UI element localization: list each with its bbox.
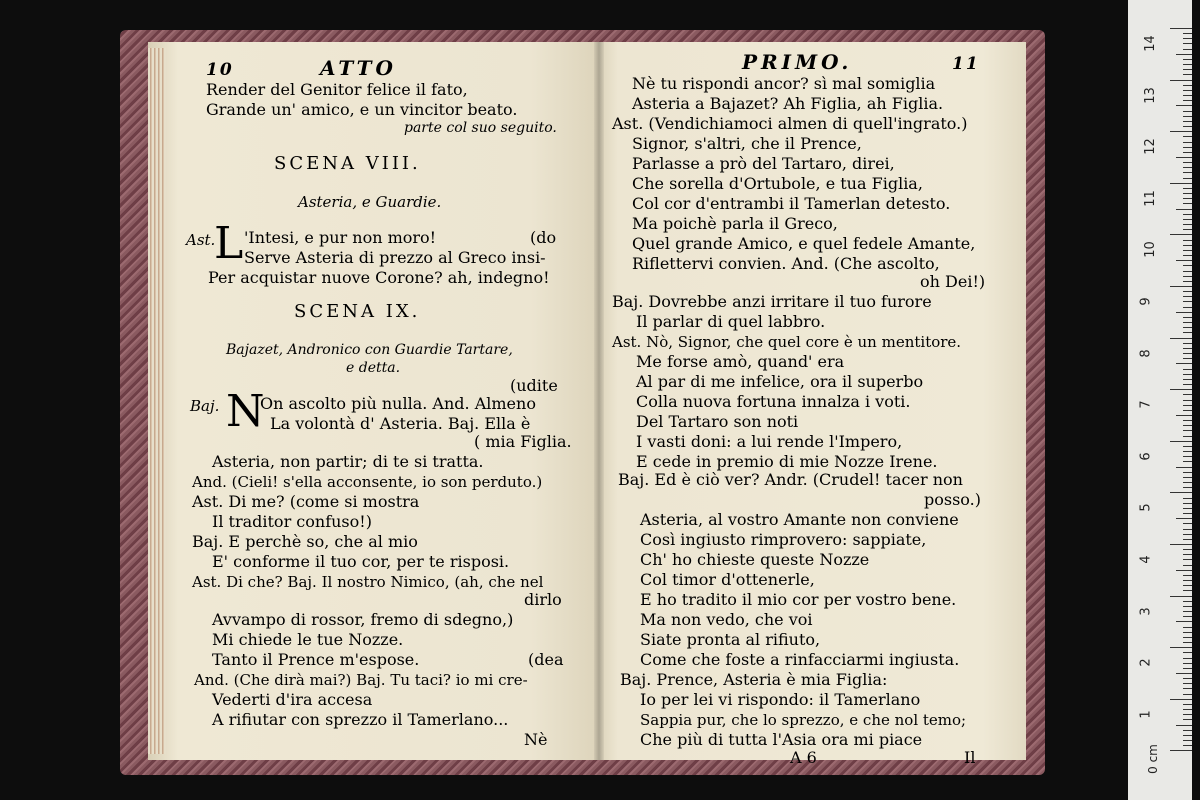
- ruler-tick: [1176, 260, 1192, 261]
- ruler-tick: [1183, 281, 1192, 282]
- ruler-tick: [1176, 105, 1192, 106]
- ruler-tick: [1183, 193, 1192, 194]
- ruler-tick: [1183, 627, 1192, 628]
- text-line: Tanto il Prence m'espose.: [212, 650, 420, 669]
- ruler-tick: [1176, 673, 1192, 674]
- ruler-tick: [1183, 719, 1192, 720]
- text-line: Che sorella d'Ortubole, e tua Figlia,: [632, 174, 923, 193]
- ruler-tick: [1183, 291, 1192, 292]
- ruler-tick: [1183, 477, 1192, 478]
- text-line: And. (Cieli! s'ella acconsente, io son perduto.): [192, 473, 543, 491]
- text-line: oh Dei!): [920, 272, 986, 291]
- text-line: Asteria a Bajazet? Ah Figlia, ah Figlia.: [632, 94, 944, 113]
- stage-direction: parte col suo seguito.: [404, 120, 557, 136]
- ruler-tick: [1183, 668, 1192, 669]
- ruler-tick: [1183, 430, 1192, 431]
- ruler-tick: [1183, 59, 1192, 60]
- text-line: Così ingiusto rimprovero: sappiate,: [640, 530, 927, 549]
- ruler-tick: [1183, 136, 1192, 137]
- ruler-tick: [1183, 498, 1192, 499]
- ruler-tick: [1183, 374, 1192, 375]
- ruler-tick: [1183, 487, 1192, 488]
- ruler-tick: [1183, 265, 1192, 266]
- text-line: Mi chiede le tue Nozze.: [212, 630, 404, 649]
- ruler-tick: [1183, 167, 1192, 168]
- ruler-tick: [1183, 425, 1192, 426]
- text-line: Signor, s'altri, che il Prence,: [632, 134, 862, 153]
- ruler-tick: [1170, 596, 1192, 597]
- text-line: Ma non vedo, che voi: [640, 610, 813, 629]
- scene-heading: SCENA IX.: [294, 301, 421, 322]
- ruler-tick: [1170, 80, 1192, 81]
- ruler-tick: [1183, 513, 1192, 514]
- ruler-tick: [1183, 539, 1192, 540]
- measurement-ruler: [1128, 0, 1192, 800]
- ruler-tick: [1183, 343, 1192, 344]
- ruler-tick: [1183, 358, 1192, 359]
- ruler-tick: [1176, 725, 1192, 726]
- ruler-number: 1: [1138, 710, 1154, 719]
- scene-heading: SCENA VIII.: [274, 153, 421, 174]
- ruler-tick: [1183, 735, 1192, 736]
- page-number: 11: [952, 54, 980, 74]
- ruler-tick: [1183, 709, 1192, 710]
- ruler-tick: [1183, 224, 1192, 225]
- ruler-number: 2: [1138, 658, 1154, 667]
- text-line: Serve Asteria di prezzo al Greco insi-: [244, 248, 546, 267]
- ruler-tick: [1183, 652, 1192, 653]
- ruler-tick: [1176, 467, 1192, 468]
- ruler-tick: [1170, 492, 1192, 493]
- ruler-number: 9: [1138, 297, 1154, 306]
- ruler-tick: [1183, 147, 1192, 148]
- text-line: Come che foste a rinfacciarmi ingiusta.: [640, 650, 960, 669]
- text-line: Siate pronta al rifiuto,: [640, 630, 821, 649]
- ruler-tick: [1183, 410, 1192, 411]
- signature-mark: A 6: [790, 748, 817, 767]
- ruler-number: 14: [1142, 35, 1158, 52]
- ruler-tick: [1183, 611, 1192, 612]
- ruler-tick: [1183, 317, 1192, 318]
- drop-cap: L: [214, 218, 244, 269]
- ruler-tick: [1176, 570, 1192, 571]
- ruler-tick: [1183, 111, 1192, 112]
- ruler-tick: [1183, 565, 1192, 566]
- ruler-tick: [1176, 621, 1192, 622]
- ruler-tick: [1183, 694, 1192, 695]
- ruler-tick: [1183, 394, 1192, 395]
- ruler-tick: [1183, 301, 1192, 302]
- ruler-tick: [1170, 441, 1192, 442]
- ruler-tick: [1183, 688, 1192, 689]
- ruler-tick: [1183, 637, 1192, 638]
- text-line: dirlo: [524, 590, 562, 609]
- ruler-number: 10: [1142, 241, 1158, 259]
- text-line: (dea: [528, 650, 564, 669]
- speaker: Ast.: [186, 231, 216, 249]
- text-line: La volontà d' Asteria. Baj. Ella è: [270, 414, 531, 433]
- text-line: Del Tartaro son noti: [636, 412, 799, 431]
- ruler-tick: [1183, 379, 1192, 380]
- ruler-tick: [1183, 451, 1192, 452]
- page-number: 10: [206, 60, 234, 80]
- text-line: E' conforme il tuo cor, per te risposi.: [212, 552, 510, 571]
- ruler-tick: [1183, 214, 1192, 215]
- text-line: E cede in premio di mie Nozze Irene.: [636, 452, 938, 471]
- ruler-tick: [1183, 198, 1192, 199]
- ruler-tick: [1183, 580, 1192, 581]
- text-line: Col cor d'entrambi il Tamerlan detesto.: [632, 194, 951, 213]
- text-line: Al par di me infelice, ora il superbo: [636, 372, 924, 391]
- ruler-tick: [1170, 286, 1192, 287]
- text-line: ( mia Figlia.: [474, 432, 572, 451]
- ruler-tick: [1183, 745, 1192, 746]
- text-line: Me forse amò, quand' era: [636, 352, 845, 371]
- ruler-tick: [1183, 188, 1192, 189]
- ruler-tick: [1183, 69, 1192, 70]
- ruler-tick: [1183, 353, 1192, 354]
- ruler-tick: [1183, 95, 1192, 96]
- ruler-tick: [1183, 276, 1192, 277]
- text-line: 'Intesi, e pur non moro!: [244, 228, 437, 247]
- text-line: Render del Genitor felice il fato,: [206, 80, 468, 99]
- ruler-tick: [1183, 245, 1192, 246]
- ruler-tick: [1183, 296, 1192, 297]
- ruler-tick: [1183, 714, 1192, 715]
- ruler-tick: [1183, 642, 1192, 643]
- ruler-tick: [1176, 209, 1192, 210]
- text-line: Ast. Di me? (come si mostra: [192, 492, 420, 511]
- text-line: Asteria, al vostro Amante non conviene: [640, 510, 959, 529]
- text-line: (do: [530, 228, 557, 247]
- ruler-tick: [1183, 162, 1192, 163]
- ruler-tick: [1170, 338, 1192, 339]
- ruler-number: 4: [1138, 555, 1154, 564]
- running-head: PRIMO.: [742, 50, 853, 74]
- text-line: Ast. Nò, Signor, che quel core è un mentitore.: [612, 333, 962, 351]
- ruler-tick: [1183, 240, 1192, 241]
- ruler-tick: [1183, 730, 1192, 731]
- text-line: Col timor d'ottenerle,: [640, 570, 815, 589]
- ruler-tick: [1170, 234, 1192, 235]
- ruler-number: 3: [1138, 606, 1154, 616]
- ruler-tick: [1183, 400, 1192, 401]
- ruler-tick: [1170, 699, 1192, 700]
- book-gutter: [594, 42, 604, 760]
- ruler-tick: [1183, 472, 1192, 473]
- ruler-tick: [1183, 503, 1192, 504]
- ruler-tick: [1170, 544, 1192, 545]
- ruler-number: 5: [1138, 503, 1154, 513]
- text-line: Quel grande Amico, e quel fedele Amante,: [632, 234, 976, 253]
- ruler-tick: [1183, 420, 1192, 421]
- running-head: ATTO: [320, 56, 397, 80]
- characters: Asteria, e Guardie.: [298, 193, 442, 211]
- ruler-tick: [1183, 250, 1192, 251]
- text-line: Io per lei vi rispondo: il Tamerlano: [640, 690, 921, 709]
- ruler-tick: [1183, 405, 1192, 406]
- ruler-tick: [1183, 327, 1192, 328]
- text-line: Che più di tutta l'Asia ora mi piace: [640, 730, 923, 749]
- ruler-tick: [1183, 332, 1192, 333]
- ruler-tick: [1183, 203, 1192, 204]
- ruler-tick: [1183, 74, 1192, 75]
- text-line: Riflettervi convien. And. (Che ascolto,: [632, 254, 940, 273]
- drop-cap: N: [226, 386, 265, 437]
- ruler-tick: [1183, 255, 1192, 256]
- ruler-number: 7: [1138, 400, 1154, 409]
- ruler-tick: [1183, 529, 1192, 530]
- ruler-unit: 0 cm: [1145, 744, 1160, 774]
- speaker: Baj.: [190, 397, 220, 415]
- text-line: Baj. E perchè so, che al mio: [192, 532, 418, 551]
- ruler-tick: [1183, 271, 1192, 272]
- text-line: Colla nuova fortuna innalza i voti.: [636, 392, 911, 411]
- ruler-tick: [1183, 384, 1192, 385]
- ruler-tick: [1183, 616, 1192, 617]
- text-line: Per acquistar nuove Corone? ah, indegno!: [208, 268, 550, 287]
- ruler-tick: [1183, 523, 1192, 524]
- ruler-tick: [1183, 100, 1192, 101]
- text-line: I vasti doni: a lui rende l'Impero,: [636, 432, 903, 451]
- ruler-tick: [1170, 28, 1192, 29]
- ruler-tick: [1183, 461, 1192, 462]
- text-line: E ho tradito il mio cor per vostro bene.: [640, 590, 957, 609]
- text-line: Ast. Di che? Baj. Il nostro Nimico, (ah, che nel: [192, 573, 544, 591]
- text-line: On ascolto più nulla. And. Almeno: [260, 394, 536, 413]
- ruler-tick: [1183, 90, 1192, 91]
- text-line: Nè tu rispondi ancor? sì mal somiglia: [632, 74, 936, 93]
- ruler-tick: [1176, 518, 1192, 519]
- ruler-tick: [1183, 740, 1192, 741]
- ruler-tick: [1183, 33, 1192, 34]
- text-line: Il traditor confuso!): [212, 512, 372, 531]
- text-line: Il parlar di quel labbro.: [636, 312, 826, 331]
- ruler-tick: [1183, 663, 1192, 664]
- ruler-tick: [1183, 683, 1192, 684]
- text-line: Baj. Prence, Asteria è mia Figlia:: [620, 670, 888, 689]
- ruler-tick: [1170, 750, 1192, 751]
- ruler-tick: [1183, 322, 1192, 323]
- ruler-tick: [1183, 64, 1192, 65]
- ruler-tick: [1183, 585, 1192, 586]
- ruler-tick: [1170, 131, 1192, 132]
- ruler-tick: [1183, 369, 1192, 370]
- ruler-tick: [1183, 219, 1192, 220]
- ruler-tick: [1170, 647, 1192, 648]
- ruler-tick: [1183, 126, 1192, 127]
- ruler-tick: [1183, 606, 1192, 607]
- ruler-tick: [1183, 575, 1192, 576]
- ruler-tick: [1183, 49, 1192, 50]
- characters: Bajazet, Andronico con Guardie Tartare,: [226, 342, 513, 358]
- ruler-tick: [1183, 152, 1192, 153]
- text-line: Grande un' amico, e un vincitor beato.: [206, 100, 518, 119]
- ruler-tick: [1183, 121, 1192, 122]
- ruler-tick: [1170, 389, 1192, 390]
- ruler-tick: [1183, 38, 1192, 39]
- text-line: Parlasse a prò del Tartaro, direi,: [632, 154, 895, 173]
- ruler-tick: [1183, 632, 1192, 633]
- ruler-tick: [1183, 508, 1192, 509]
- ruler-tick: [1176, 363, 1192, 364]
- ruler-tick: [1183, 554, 1192, 555]
- ruler-tick: [1183, 43, 1192, 44]
- text-line: (udite: [510, 376, 558, 395]
- text-line: Vederti d'ira accesa: [212, 690, 373, 709]
- text-line: Baj. Dovrebbe anzi irritare il tuo furore: [612, 292, 932, 311]
- text-line: Ast. (Vendichiamoci almen di quell'ingrato.): [612, 114, 968, 133]
- ruler-tick: [1183, 534, 1192, 535]
- ruler-tick: [1183, 436, 1192, 437]
- ruler-tick: [1176, 312, 1192, 313]
- ruler-tick: [1183, 704, 1192, 705]
- text-line: Baj. Ed è ciò ver? Andr. (Crudel! tacer non: [618, 470, 963, 489]
- ruler-tick: [1183, 116, 1192, 117]
- ruler-tick: [1176, 415, 1192, 416]
- ruler-tick: [1183, 559, 1192, 560]
- ruler-tick: [1183, 172, 1192, 173]
- ruler-tick: [1183, 601, 1192, 602]
- ruler-tick: [1183, 348, 1192, 349]
- ruler-tick: [1183, 482, 1192, 483]
- ruler-number: 6: [1138, 452, 1154, 461]
- ruler-tick: [1183, 307, 1192, 308]
- catchword: Nè: [524, 730, 548, 749]
- text-line: A rifiutar con sprezzo il Tamerlano...: [212, 710, 509, 729]
- ruler-number: 11: [1142, 190, 1158, 207]
- text-line: Sappia pur, che lo sprezzo, e che nol temo;: [640, 711, 967, 729]
- text-line: Ch' ho chieste queste Nozze: [640, 550, 870, 569]
- text-line: posso.): [924, 490, 981, 509]
- ruler-tick: [1183, 142, 1192, 143]
- text-line: Asteria, non partir; di te si tratta.: [212, 452, 484, 471]
- ruler-tick: [1183, 590, 1192, 591]
- ruler-tick: [1183, 658, 1192, 659]
- ruler-tick: [1183, 678, 1192, 679]
- ruler-tick: [1183, 549, 1192, 550]
- ruler-tick: [1170, 183, 1192, 184]
- text-line: And. (Che dirà mai?) Baj. Tu taci? io mi cre-: [194, 671, 528, 689]
- text-line: Ma poichè parla il Greco,: [632, 214, 838, 233]
- ruler-tick: [1183, 178, 1192, 179]
- ruler-tick: [1183, 85, 1192, 86]
- ruler-tick: [1183, 456, 1192, 457]
- ruler-number: 8: [1138, 348, 1154, 358]
- page-edges: [148, 48, 166, 754]
- ruler-tick: [1183, 229, 1192, 230]
- ruler-number: 12: [1142, 138, 1158, 155]
- catchword: Il: [964, 748, 976, 767]
- text-line: Avvampo di rossor, fremo di sdegno,): [212, 610, 514, 629]
- characters: e detta.: [346, 360, 401, 376]
- ruler-number: 13: [1142, 86, 1158, 104]
- ruler-tick: [1176, 54, 1192, 55]
- ruler-tick: [1176, 157, 1192, 158]
- ruler-tick: [1183, 446, 1192, 447]
